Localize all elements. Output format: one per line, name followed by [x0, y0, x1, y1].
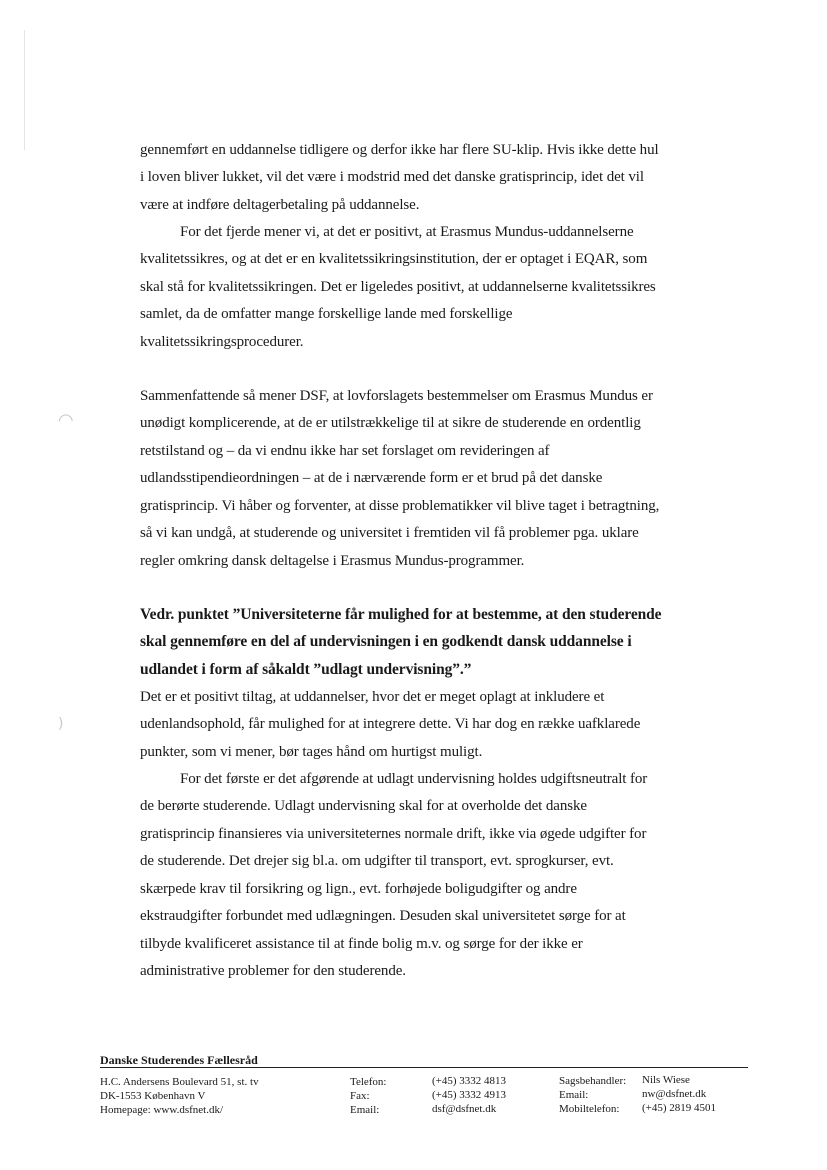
body-line: skal stå for kvalitetssikringen. Det er ligeledes positivt, at uddannelserne kvalitetssikres: [140, 279, 656, 295]
contact-email-label: Email:: [559, 1089, 589, 1101]
body-line: Det er et positivt tiltag, at uddannelser, hvor det er meget oplagt at inkludere et: [140, 689, 605, 705]
body-line: de berørte studerende. Udlagt undervisning skal for at overholde det danske: [140, 798, 587, 814]
body-line: kvalitetssikres, og at det er en kvalitetssikringsinstitution, der er optaget i EQAR, som: [140, 251, 648, 267]
body-line: skærpede krav til forsikring og lign., evt. forhøjede boligudgifter og andre: [140, 881, 577, 897]
body-line: For det fjerde mener vi, at det er positivt, at Erasmus Mundus-uddannelserne: [180, 224, 634, 240]
homepage-link[interactable]: Homepage: www.dsfnet.dk/: [100, 1104, 224, 1116]
fax-value: (+45) 3332 4913: [432, 1089, 507, 1101]
body-line: administrative problemer for den studerende.: [140, 963, 406, 979]
scan-margin-line: [24, 30, 25, 150]
contact-email-link[interactable]: nw@dsfnet.dk: [642, 1088, 707, 1100]
email-link[interactable]: dsf@dsfnet.dk: [432, 1103, 497, 1115]
section-heading-line: udlandet i form af såkaldt ”udlagt undervisning”.”: [140, 661, 472, 678]
body-line: så vi kan undgå, at studerende og universitet i fremtiden vil få problemer pga. uklare: [140, 525, 639, 541]
section-heading-line: skal gennemføre en del af undervisningen i en godkendt dansk uddannelse i: [140, 633, 632, 650]
body-line: udlandsstipendieordningen – at de i nærværende form er et brud på det danske: [140, 470, 603, 486]
body-line: tilbyde kvalificeret assistance til at finde bolig m.v. og sørge for der ikke er: [140, 936, 583, 952]
body-line: retstilstand og – da vi endnu ikke har set forslaget om revideringen af: [140, 443, 550, 459]
body-line: samlet, da de omfatter mange forskellige lande med forskellige: [140, 306, 513, 322]
mobil-label: Mobiltelefon:: [559, 1103, 620, 1115]
sagsbehandler-name: Nils Wiese: [642, 1074, 690, 1086]
body-line: i loven bliver lukket, vil det være i modstrid med det danske gratisprincip, idet det vil: [140, 169, 644, 185]
body-line: ekstraudgifter forbundet med udlægningen. Desuden skal universitetet sørge for at: [140, 908, 626, 924]
body-line: unødigt komplicerende, at de er utilstrækkelige til at sikre de studerende en ordentlig: [140, 415, 641, 431]
address-line: DK-1553 København V: [100, 1090, 206, 1102]
body-line: Sammenfattende så mener DSF, at lovforslagets bestemmelser om Erasmus Mundus er: [140, 388, 653, 404]
body-line: punkter, som vi mener, bør tages hånd om hurtigst muligt.: [140, 744, 483, 760]
body-line: gennemført en uddannelse tidligere og derfor ikke har flere SU-klip. Hvis ikke dette hul: [140, 142, 659, 158]
body-line: regler omkring dansk deltagelse i Erasmus Mundus-programmer.: [140, 553, 525, 569]
punch-hole-mark: ): [58, 716, 64, 732]
telefon-value: (+45) 3332 4813: [432, 1075, 507, 1087]
organization-name: Danske Studerendes Fællesråd: [100, 1053, 258, 1067]
footer-rule: [100, 1067, 748, 1068]
body-line: gratisprincip. Vi håber og forventer, at disse problematikker vil blive taget i betragtning,: [140, 498, 660, 514]
email-label: Email:: [350, 1104, 380, 1116]
address-line: H.C. Andersens Boulevard 51, st. tv: [100, 1076, 259, 1088]
body-line: gratisprincip finansieres via universiteternes normale drift, ikke via øgede udgifter for: [140, 826, 647, 842]
body-line: udenlandsophold, får mulighed for at integrere dette. Vi har dog en række uafklarede: [140, 716, 641, 732]
body-line: kvalitetssikringsprocedurer.: [140, 334, 304, 350]
body-line: de studerende. Det drejer sig bl.a. om udgifter til transport, evt. sprogkurser, evt.: [140, 853, 614, 869]
mobil-value: (+45) 2819 4501: [642, 1102, 717, 1114]
telefon-label: Telefon:: [350, 1076, 387, 1088]
section-heading-line: Vedr. punktet ”Universiteterne får mulighed for at bestemme, at den studerende: [140, 606, 662, 623]
body-line: For det første er det afgørende at udlagt undervisning holdes udgiftsneutralt for: [180, 771, 648, 787]
body-line: være at indføre deltagerbetaling på uddannelse.: [140, 197, 420, 213]
sagsbehandler-label: Sagsbehandler:: [559, 1075, 627, 1087]
punch-hole-mark: ◠: [58, 410, 74, 431]
fax-label: Fax:: [350, 1090, 370, 1102]
